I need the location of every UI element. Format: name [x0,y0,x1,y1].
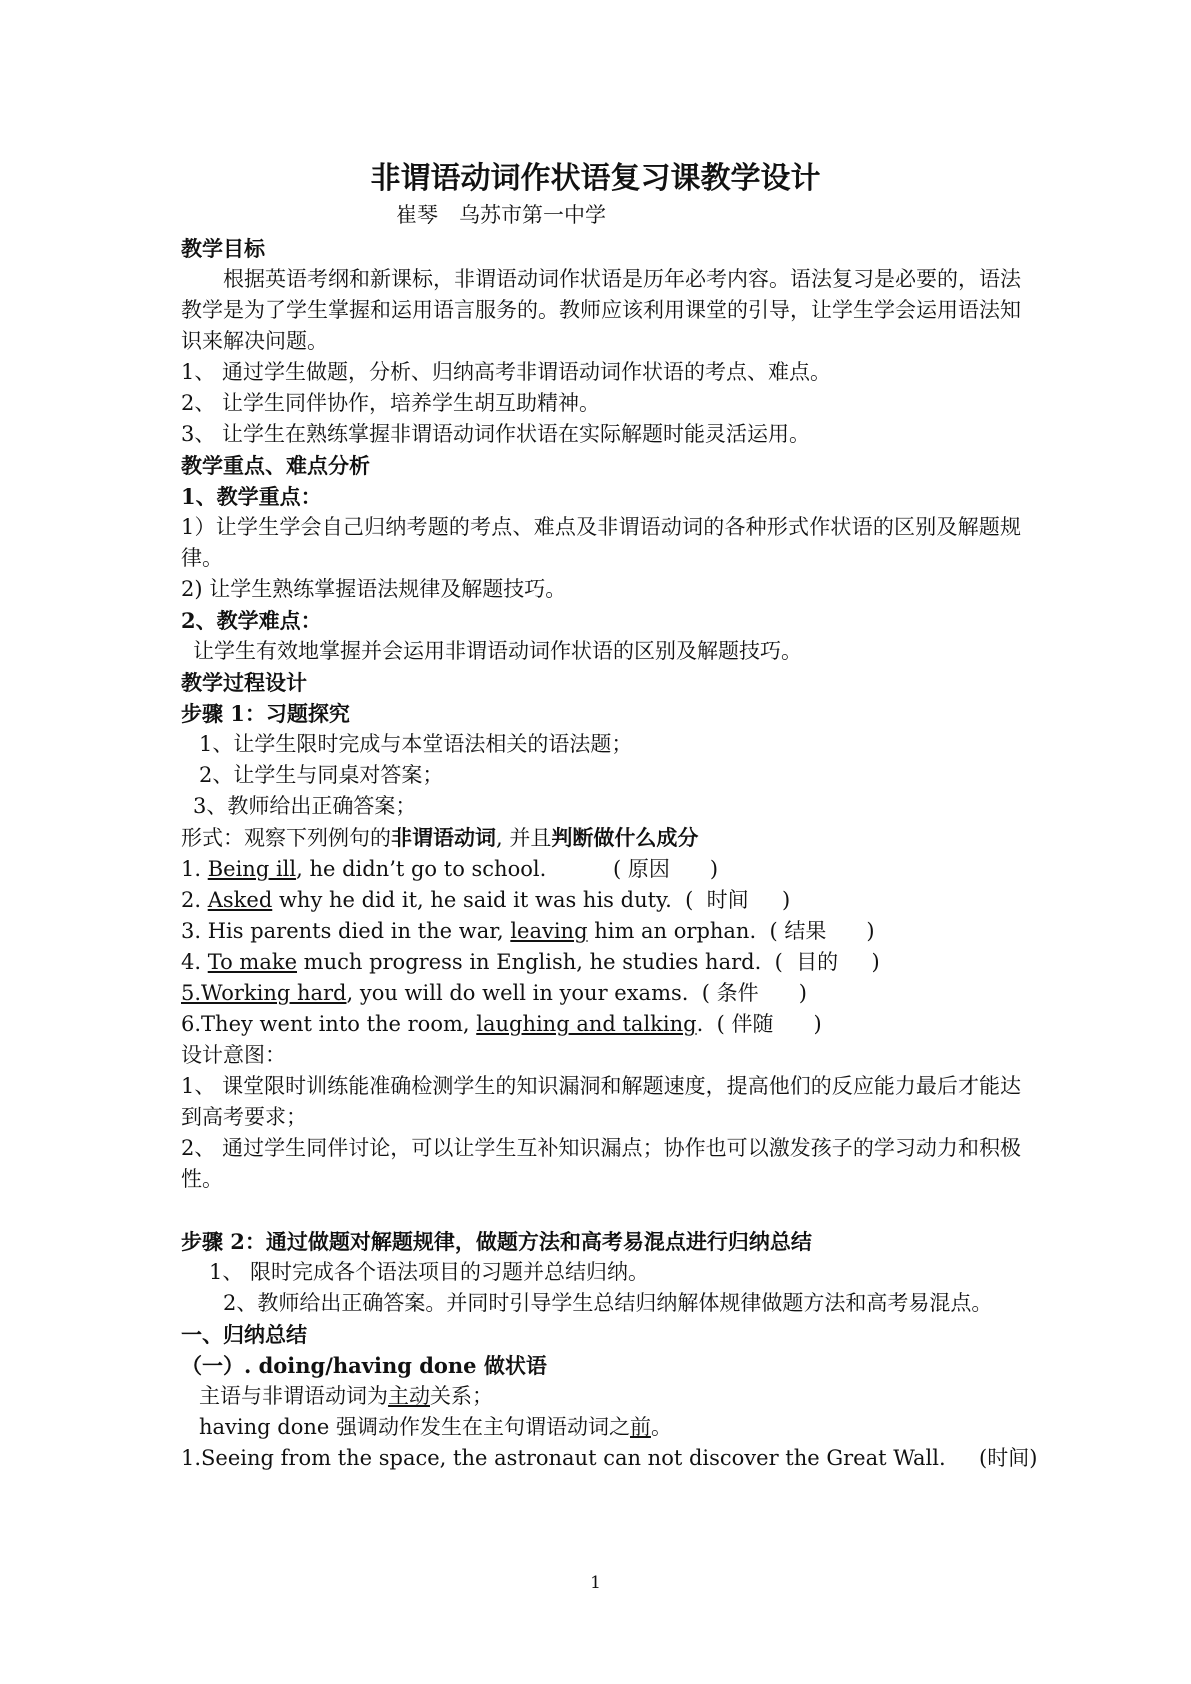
form-bold-1: 非谓语动词 [391,825,496,850]
key-point-item: 1）让学生学会自己归纳考题的考点、难点及非谓语动词的各种形式作状语的区别及解题规律。 [181,515,1021,570]
step1-item: 1、让学生限时完成与本堂语法相关的语法题； [199,732,633,756]
step2-item: 1、 限时完成各个语法项目的习题并总结归纳。 [209,1260,650,1284]
form-bold-2: 判断做什么成分 [551,825,699,850]
design-heading: 设计意图： [181,1043,286,1067]
example-sentence: 1.Seeing from the space, the astronaut can not discover the Great Wall. (时间) [181,1446,1038,1470]
goal-item: 3、 让学生在熟练掌握非谓语动词作状语在实际解题时能灵活运用。 [181,422,811,446]
rule-line: 主语与非谓语动词为主动关系； [199,1384,493,1408]
summary-heading: 一、归纳总结 [181,1322,307,1347]
goals-intro: 根据英语考纲和新课标，非谓语动词作状语是历年必考内容。语法复习是必要的，语法教学是为了学生掌握和运用语言服务的。教师应该利用课堂的引导，让学生学会运用语法知识来解决问题。 [181,267,1021,353]
page-number: 1 [590,1573,601,1593]
design-point: 1、 课堂限时训练能准确检测学生的知识漏洞和解题速度，提高他们的反应能力最后才能达到高考要求； [181,1074,1021,1129]
form-line [181,822,1021,854]
step2-item: 2、教师给出正确答案。并同时引导学生总结归纳解体规律做题方法和高考易混点。 [223,1291,993,1315]
document-body [181,200,1038,1474]
example-sentence: 2. Asked why he did it, he said it was his duty. ( 时间 ) [181,888,791,912]
key-point-heading: 1、教学重点： [181,484,322,509]
difficulty-text: 让学生有效地掌握并会运用非谓语动词作状语的区别及解题技巧。 [193,639,802,663]
process-heading: 教学过程设计 [181,670,307,695]
sub1-heading: （一）. doing/having done 做状语 [181,1353,547,1378]
goal-item: 1、 通过学生做题，分析、归纳高考非谓语动词作状语的考点、难点。 [181,360,832,384]
example-sentence: 5.Working hard, you will do well in your exams. ( 条件 ) [181,981,807,1005]
form-mid: , 并且 [496,826,552,850]
step2-heading: 步骤 2：通过做题对解题规律，做题方法和高考易混点进行归纳总结 [181,1229,812,1254]
goals-heading: 教学目标 [181,236,265,261]
step1-item: 2、让学生与同桌对答案； [199,763,444,787]
spacer [181,1195,1021,1226]
step1-heading: 步骤 1：习题探究 [181,701,350,726]
difficulty-heading: 2、教学难点： [181,608,322,633]
example-sentence: 1. Being ill, he didn’t go to school. ( 原因 ) [181,857,719,881]
step1-item: 3、教师给出正确答案； [193,794,417,818]
example-sentence: 3. His parents died in the war, leaving him an orphan. ( 结果 ) [181,919,875,943]
example-sentence: 4. To make much progress in English, he studies hard. ( 目的 ) [181,950,880,974]
design-point: 2、 通过学生同伴讨论，可以让学生互补知识漏点；协作也可以激发孩子的学习动力和积极性。 [181,1136,1021,1191]
goal-item: 2、 让学生同伴协作，培养学生胡互助精神。 [181,391,601,415]
document-title: 非谓语动词作状语复习课教学设计 [370,161,821,196]
form-prefix: 形式：观察下列例句的 [181,826,391,850]
example-sentence: 6.They went into the room, laughing and talking. ( 伴随 ) [181,1012,822,1036]
key-point-item: 2) 让学生熟练掌握语法规律及解题技巧。 [181,577,567,601]
rule-line: having done 强调动作发生在主句谓语动词之前。 [199,1415,672,1439]
author-line: 崔琴 乌苏市第一中学 [396,203,606,227]
key-heading: 教学重点、难点分析 [181,453,370,478]
